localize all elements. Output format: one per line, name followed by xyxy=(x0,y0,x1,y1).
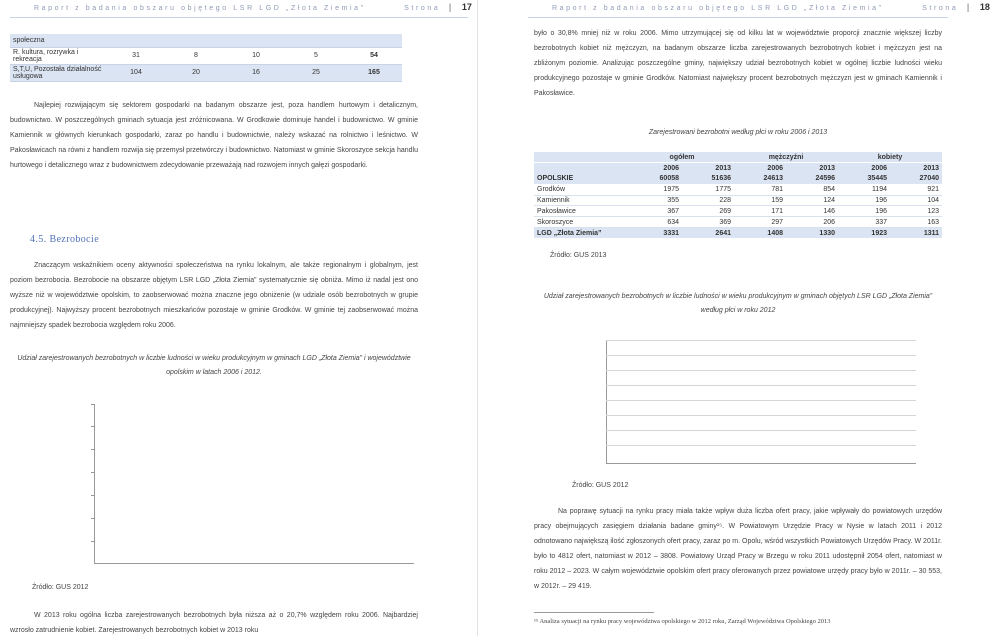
sector-value: 165 xyxy=(346,64,402,81)
paragraph-text: W 2013 roku ogólna liczba zarejestrowanych bezrobotnych była niższa aż o 20,7% względem roku 2006. Najbardziej wzrosło zatrudnienie kobiet. Zarejestrowanych bezrobotnych kobiet w 2013 roku xyxy=(10,612,418,634)
paragraph-text: Najlepiej rozwijającym się sektorem gospodarki na badanym obszarze jest, poza handlem hurtowym i detalicznym, budownictwo. W poszczególnych gminach sytuacja jest zróżnicowana. W Grodkowie dominuje handel i budownictwo. W gminie Kamiennik w głównych kierunkach gospodarki, zaraz po handlu i budownictwie, należy wskazać na rolnictwo i leśnictwo. W Pakosławicach na równi z handlem rozwija się przemysł przetwórczy i budownictwo. Natomiast w gminie Skoroszyce sekcja handlu hurtowego i detalicznego wraz z budownictwem zdecydowanie przeważają nad rozwojem innych gałęzi gospodarki. xyxy=(10,102,418,169)
table-cell: 1775 xyxy=(682,184,734,195)
chart-tick xyxy=(91,404,94,405)
table-cell: 367 xyxy=(630,206,682,217)
chart-y-axis xyxy=(94,404,95,564)
table-year: 2006 xyxy=(838,163,890,174)
paragraph-women xyxy=(534,26,942,101)
page-header-right xyxy=(552,2,990,18)
table-group-label: kobiety xyxy=(838,152,942,163)
table-cell: 171 xyxy=(734,206,786,217)
chart-area-right xyxy=(606,340,918,464)
table-cell: 123 xyxy=(890,206,942,217)
table-cell: 159 xyxy=(734,195,786,206)
sector-value: 31 xyxy=(106,47,166,64)
sector-value: 25 xyxy=(286,64,346,81)
chart-gridline xyxy=(606,385,916,386)
table-cell: 1923 xyxy=(838,228,890,239)
table-source: Źródło: GUS 2013 xyxy=(550,252,607,259)
paragraph-sectors xyxy=(10,98,418,173)
sector-value xyxy=(286,34,346,47)
table-row xyxy=(534,217,942,228)
footnote-rule xyxy=(534,612,654,613)
sector-row xyxy=(10,47,402,64)
table-year: 2013 xyxy=(682,163,734,174)
chart-gridline xyxy=(606,445,916,446)
table-cell: 163 xyxy=(890,217,942,228)
table-cell: 1194 xyxy=(838,184,890,195)
table-group-label: ogółem xyxy=(630,152,734,163)
table-cell: 124 xyxy=(786,195,838,206)
row-label: Grodków xyxy=(534,184,630,195)
chart-gridline xyxy=(606,370,916,371)
table-year-header xyxy=(534,163,942,174)
table-cell: 196 xyxy=(838,195,890,206)
table-cell: 24613 xyxy=(734,174,786,185)
chart-source: Źródło: GUS 2012 xyxy=(32,584,89,591)
chart-gridline xyxy=(606,415,916,416)
header-title: Raport z badania obszaru objętego LSR LGD „Złota Ziemia” xyxy=(552,5,884,12)
table-row xyxy=(534,206,942,217)
sector-value: 10 xyxy=(226,47,286,64)
left-page xyxy=(0,0,478,636)
sector-value: 8 xyxy=(166,47,226,64)
sector-value xyxy=(346,34,402,47)
sector-value xyxy=(226,34,286,47)
chart-gridline xyxy=(606,355,916,356)
table-corner xyxy=(534,152,630,163)
sector-value xyxy=(166,34,226,47)
chart-x-axis xyxy=(606,463,916,464)
table-cell: 206 xyxy=(786,217,838,228)
table-cell: 1330 xyxy=(786,228,838,239)
header-rule xyxy=(10,17,468,18)
paragraph-unemployment xyxy=(10,258,418,333)
chart-source-right: Źródło: GUS 2012 xyxy=(572,482,629,489)
page-number: 17 xyxy=(461,2,472,12)
sector-name: społeczna xyxy=(10,34,106,47)
table-cell: 634 xyxy=(630,217,682,228)
header-separator: | xyxy=(448,2,452,12)
table-group-label: mężczyźni xyxy=(734,152,838,163)
sector-row xyxy=(10,64,402,81)
table-year: 2013 xyxy=(890,163,942,174)
table-row xyxy=(534,228,942,239)
table-row xyxy=(534,174,942,185)
table-cell: 854 xyxy=(786,184,838,195)
sector-value: 104 xyxy=(106,64,166,81)
chart-area xyxy=(94,404,424,564)
sector-name: S,T,U, Pozostała działalność usługowa xyxy=(10,64,106,81)
table-cell: 146 xyxy=(786,206,838,217)
table-year: 2013 xyxy=(786,163,838,174)
table-cell: 355 xyxy=(630,195,682,206)
paragraph-text: było o 30,8% mniej niż w roku 2006. Mimo utrzymującej się od kilku lat w województwie proporcji znacznie większej liczby bezrobotnych kobiet niż mężczyzn, na badanym obszarze liczba zarejestrowanych bezrobotnych kobiet i mężczyzn jest na zbliżonym poziomie. Analizując poszczególne gminy, największy udział bezrobotnych kobiet w ogólnej liczbie ludności wieku produkcyjnego pozostaje w gminie Grodków. Natomiast największy procent bezrobotnych mężczyzn jest w gminach Kamiennik i Pakosławice. xyxy=(534,30,942,97)
table-cell: 3331 xyxy=(630,228,682,239)
chart-tick xyxy=(91,426,94,427)
sector-value: 20 xyxy=(166,64,226,81)
chart-gridline xyxy=(606,400,916,401)
table-cell: 1311 xyxy=(890,228,942,239)
table-cell: 24596 xyxy=(786,174,838,185)
row-label: OPOLSKIE xyxy=(534,174,630,185)
table-cell: 60058 xyxy=(630,174,682,185)
sector-row xyxy=(10,34,402,47)
header-rule xyxy=(528,17,948,18)
table-caption: Zarejestrowani bezrobotni według płci w roku 2006 i 2013 xyxy=(648,129,828,136)
row-label: LGD „Złota Ziemia” xyxy=(534,228,630,239)
chart-gridline xyxy=(606,340,916,341)
section-heading: 4.5. Bezrobocie xyxy=(30,234,100,245)
row-label: Pakosławice xyxy=(534,206,630,217)
page-header-left xyxy=(34,2,472,18)
table-cell: 196 xyxy=(838,206,890,217)
table-cell: 297 xyxy=(734,217,786,228)
chart-tick xyxy=(91,495,94,496)
table-cell: 2641 xyxy=(682,228,734,239)
page-number: 18 xyxy=(979,2,990,12)
paragraph-2013 xyxy=(10,608,418,638)
row-label: Skoroszyce xyxy=(534,217,630,228)
row-label: Kamiennik xyxy=(534,195,630,206)
unemployment-table xyxy=(534,152,942,238)
chart-tick xyxy=(91,449,94,450)
sector-name: R. kultura, rozrywka i rekreacja xyxy=(10,47,106,64)
table-year: 2006 xyxy=(734,163,786,174)
paragraph-job-offers xyxy=(534,504,942,594)
table-cell: 27040 xyxy=(890,174,942,185)
table-cell: 35445 xyxy=(838,174,890,185)
paragraph-text: Znaczącym wskaźnikiem oceny aktywności społeczeństwa na rynku lokalnym, ale także regionalnym i globalnym, jest poziom bezrobocia. Bezrobocie na obszarze objętym LSR LGD „Złota Ziemia” systematycznie się obniża. Mimo iż nadal jest ono wyższe niż w województwie opolskim, to zaobserwować można znaczne jego obniżenie (w udziale osób bezrobotnych w grupie produkcyjnej). Najwyższy procent bezrobotnych mieszkańców pozostaje w gminie Grodków. W gminie tej zaobserwować można najmniejszy spadek bezrobocia względem roku 2006. xyxy=(10,262,418,329)
header-separator: | xyxy=(966,2,970,12)
table-cell: 1975 xyxy=(630,184,682,195)
table-cell: 269 xyxy=(682,206,734,217)
table-cell: 51636 xyxy=(682,174,734,185)
table-group-header xyxy=(534,152,942,163)
chart-caption-right: Udział zarejestrowanych bezrobotnych w liczbie ludności w wieku produkcyjnym w gminach objętych LSR LGD „Złota Ziemia” według płci w roku 2012 xyxy=(543,293,933,314)
chart-tick xyxy=(91,518,94,519)
table-cell: 337 xyxy=(838,217,890,228)
sector-value: 54 xyxy=(346,47,402,64)
table-year: 2006 xyxy=(630,163,682,174)
header-strona: Strona xyxy=(404,5,441,12)
table-cell: 104 xyxy=(890,195,942,206)
footnote: ¹⁵ Analiza sytuacji na rynku pracy województwa opolskiego w 2012 roku, Zarząd Województwa Opolskiego 2013 xyxy=(534,618,831,625)
table-row xyxy=(534,184,942,195)
table-cell: 228 xyxy=(682,195,734,206)
sector-value xyxy=(106,34,166,47)
chart-caption: Udział zarejestrowanych bezrobotnych w liczbie ludności w wieku produkcyjnym w gminach LGD „Złota Ziemia” i województwie opolskim w latach 2006 i 2012. xyxy=(17,355,411,376)
chart-x-axis xyxy=(94,563,414,564)
header-strona: Strona xyxy=(922,5,959,12)
sector-value: 16 xyxy=(226,64,286,81)
chart-tick xyxy=(91,472,94,473)
table-cell: 1408 xyxy=(734,228,786,239)
table-corner xyxy=(534,163,630,174)
paragraph-text: Na poprawę sytuacji na rynku pracy miała także wpływ duża liczba ofert pracy, jakie wpływały do powiatowych urzędów pracy obejmujących zasięgiem działania badane gminy¹⁵. W Powiatowym Urzędzie Pracy w Nysie w latach 2011 i 2012 odnotowano największą ilość zgłoszonych ofert pracy, zaraz po m. Opolu, wśród wszystkich Powiatowych Urzędów Pracy. W 2011r. było to 4812 ofert, natomiast w 2012 – 3808. Powiatowy Urząd Pracy w Brzegu w roku 2011 udostępnił 2054 ofert, natomiast w roku 2012 – 2023. W całym województwie opolskim ofert pracy oferowanych przez powiatowe urzędy pracy było w 2011r. – 30 553, w 2012r. – 29 419. xyxy=(534,508,942,590)
sector-table xyxy=(10,34,402,82)
header-title: Raport z badania obszaru objętego LSR LGD „Złota Ziemia” xyxy=(34,5,366,12)
table-cell: 921 xyxy=(890,184,942,195)
chart-gridline xyxy=(606,430,916,431)
table-row xyxy=(534,195,942,206)
table-cell: 369 xyxy=(682,217,734,228)
chart-tick xyxy=(91,541,94,542)
sector-value: 5 xyxy=(286,47,346,64)
table-cell: 781 xyxy=(734,184,786,195)
